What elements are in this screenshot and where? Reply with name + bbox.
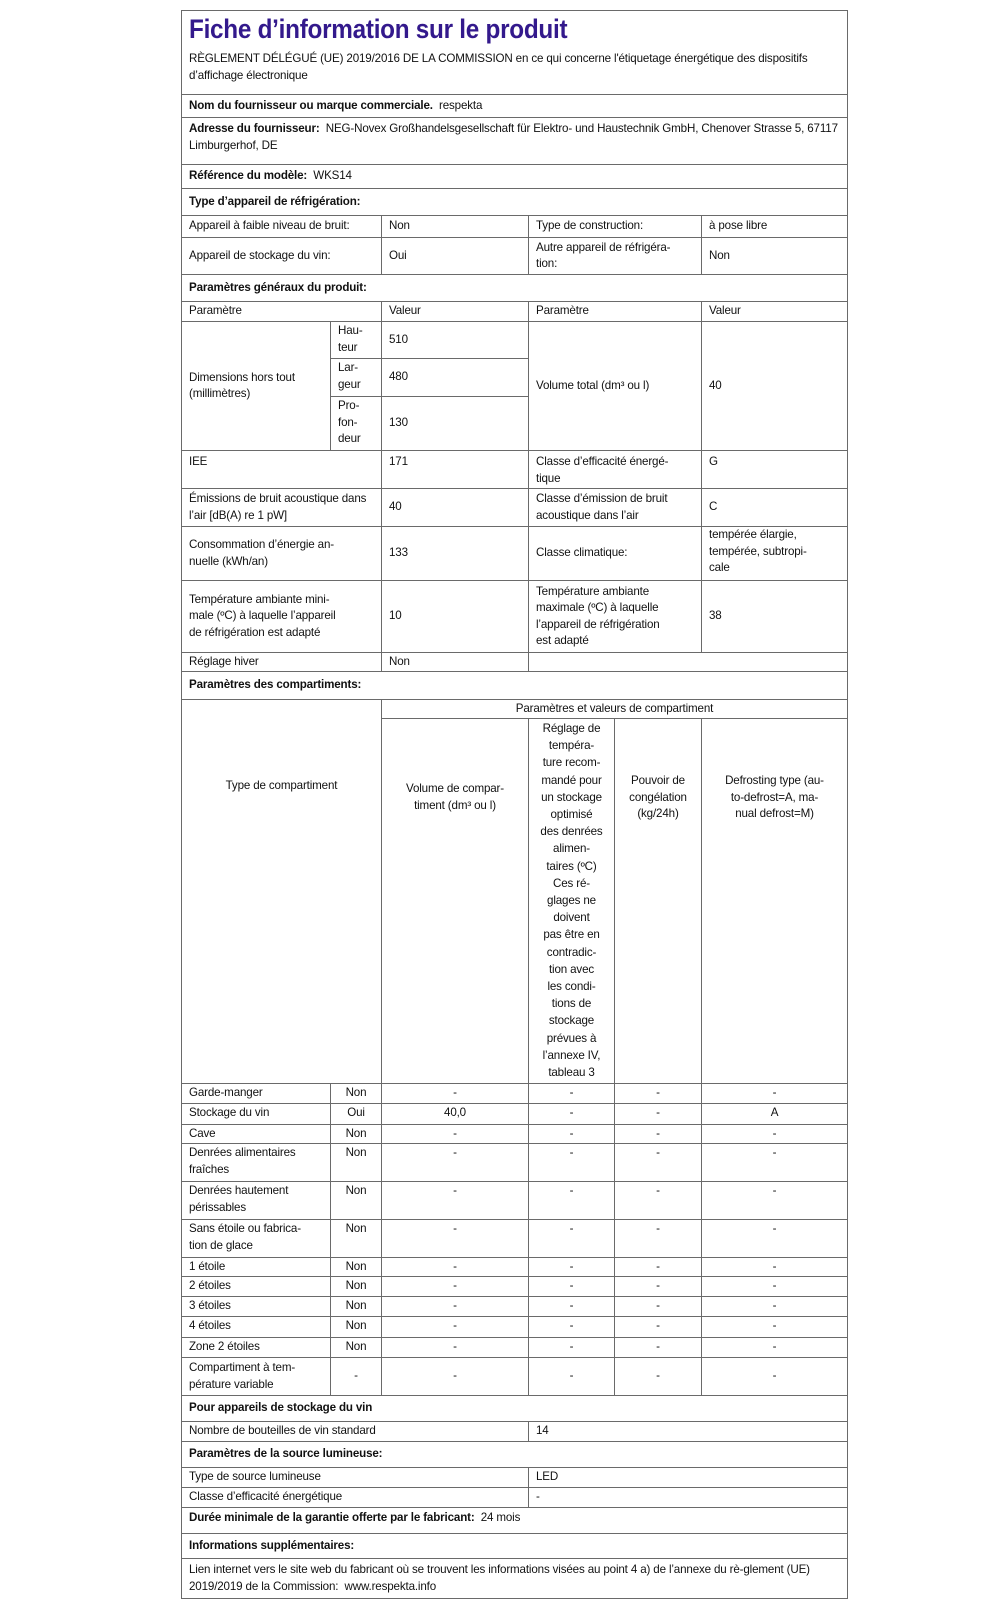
compartment-temperature: - — [528, 1181, 615, 1220]
compartment-volume: - — [381, 1296, 529, 1317]
col-defrosting-type: Defrosting type (au- to-defrost=A, ma- nual defrost=M) — [701, 718, 848, 1084]
compartments-heading: Paramètres des compartiments: — [181, 671, 848, 700]
compartment-temperature: - — [528, 1276, 615, 1297]
manufacturer-link-text: Lien internet vers le site web du fabricant où se trouvent les informations visées au point 4 a) de l’annexe du rè-glement (UE) 2019/2019 de la Commission: — [189, 1563, 810, 1593]
compartment-volume: 40,0 — [381, 1103, 529, 1125]
compartment-temperature: - — [528, 1219, 615, 1258]
max-temp-value: 38 — [701, 580, 848, 653]
compartment-present: Non — [330, 1143, 382, 1182]
compartment-defrost: - — [701, 1357, 848, 1396]
noise-class-label: Classe d’émission de bruit acoustique dans l’air — [528, 488, 702, 527]
min-temp-value: 10 — [381, 580, 529, 653]
other-appliance-label: Autre appareil de réfrigéra- tion: — [528, 237, 702, 275]
compartment-defrost: - — [701, 1296, 848, 1317]
compartment-type: Cave — [181, 1124, 331, 1144]
compartment-present: Non — [330, 1219, 382, 1258]
compartment-freezing: - — [614, 1083, 702, 1104]
compartment-present: - — [330, 1357, 382, 1396]
warranty-row — [181, 1507, 848, 1534]
dimensions-label: Dimensions hors tout (millimètres) — [181, 321, 331, 451]
width-label: Lar- geur — [330, 358, 382, 397]
light-type-value: LED — [528, 1467, 848, 1488]
supplier-address-value: NEG-Novex Großhandelsgesellschaft für Elektro- und Haustechnik GmbH, Chenover Strasse 5, 67117 Limburgerhof, DE — [189, 122, 838, 152]
compartment-volume: - — [381, 1083, 529, 1104]
model-row — [181, 164, 848, 189]
energy-class-value: G — [701, 450, 848, 489]
regulation-text: RÈGLEMENT DÉLÉGUÉ (UE) 2019/2016 DE LA COMMISSION en ce qui concerne l'étiquetage énergétique des dispositifs d’affichage électronique — [189, 52, 808, 82]
bottles-label: Nombre de bouteilles de vin standard — [181, 1421, 529, 1442]
winter-value: Non — [381, 652, 529, 672]
compartment-present: Non — [330, 1337, 382, 1358]
compartment-freezing: - — [614, 1257, 702, 1277]
compartment-freezing: - — [614, 1337, 702, 1358]
warranty-value: 24 mois — [480, 1511, 521, 1524]
compartment-volume: - — [381, 1337, 529, 1358]
compartment-type: Compartiment à tem- pérature variable — [181, 1357, 331, 1396]
warranty-label: Durée minimale de la garantie offerte par le fabricant: — [189, 1511, 475, 1524]
compartment-temperature: - — [528, 1103, 615, 1125]
compartment-volume: - — [381, 1316, 529, 1338]
model-value: WKS14 — [313, 169, 352, 183]
col-header-parameter-2: Paramètre — [528, 301, 702, 322]
compartment-volume: - — [381, 1357, 529, 1396]
compartment-defrost: - — [701, 1143, 848, 1182]
compartment-defrost: - — [701, 1276, 848, 1297]
compartment-temperature: - — [528, 1296, 615, 1317]
other-appliance-value: Non — [701, 237, 848, 275]
compartment-type: Stockage du vin — [181, 1103, 331, 1125]
compartment-type: 2 étoiles — [181, 1276, 331, 1297]
compartment-volume: - — [381, 1276, 529, 1297]
col-compartment-type: Type de compartiment — [181, 699, 382, 1084]
climate-class-label: Classe climatique: — [528, 526, 702, 581]
winter-label: Réglage hiver — [181, 652, 382, 672]
winter-empty — [528, 652, 848, 672]
header-block — [181, 10, 848, 95]
depth-label: Pro- fon- deur — [330, 396, 382, 451]
light-type-label: Type de source lumineuse — [181, 1467, 529, 1488]
compartment-freezing: - — [614, 1103, 702, 1125]
additional-info-row — [181, 1558, 848, 1599]
supplier-name-row — [181, 94, 848, 118]
noise-label: Émissions de bruit acoustique dans l’air [dB(A) re 1 pW] — [181, 488, 382, 527]
compartment-defrost: A — [701, 1103, 848, 1125]
max-temp-label: Température ambiante maximale (ºC) à laquelle l’appareil de réfrigération est adapté — [528, 580, 702, 653]
col-freezing-capacity: Pouvoir de congélation (kg/24h) — [614, 718, 702, 1084]
height-value: 510 — [381, 321, 529, 359]
appliance-type-heading: Type d’appareil de réfrigération: — [181, 188, 848, 216]
col-header-value: Valeur — [381, 301, 529, 322]
depth-value: 130 — [381, 396, 529, 451]
low-noise-label: Appareil à faible niveau de bruit: — [181, 215, 382, 238]
compartment-present: Non — [330, 1316, 382, 1338]
total-volume-label: Volume total (dm³ ou l) — [528, 321, 702, 451]
manufacturer-url[interactable]: www.respekta.info — [344, 1579, 437, 1593]
compartment-freezing: - — [614, 1219, 702, 1258]
compartment-type: 4 étoiles — [181, 1316, 331, 1338]
compartment-present: Non — [330, 1296, 382, 1317]
col-compartment-volume: Volume de compar- timent (dm³ ou l) — [381, 718, 529, 1084]
wine-appliance-label: Appareil de stockage du vin: — [181, 237, 382, 275]
consumption-label: Consommation d’énergie an- nuelle (kWh/an) — [181, 526, 382, 581]
compartment-defrost: - — [701, 1083, 848, 1104]
noise-class-value: C — [701, 488, 848, 527]
compartment-volume: - — [381, 1181, 529, 1220]
total-volume-value: 40 — [701, 321, 848, 451]
light-source-heading: Paramètres de la source lumineuse: — [181, 1441, 848, 1468]
compartment-present: Non — [330, 1083, 382, 1104]
supplier-address-row — [181, 117, 848, 165]
compartment-defrost: - — [701, 1337, 848, 1358]
height-label: Hau- teur — [330, 321, 382, 359]
wine-appliance-value: Oui — [381, 237, 529, 275]
compartment-temperature: - — [528, 1257, 615, 1277]
low-noise-value: Non — [381, 215, 529, 238]
construction-value: à pose libre — [701, 215, 848, 238]
construction-label: Type de construction: — [528, 215, 702, 238]
compartment-defrost: - — [701, 1316, 848, 1338]
general-heading: Paramètres généraux du produit: — [181, 274, 848, 302]
compartment-present: Non — [330, 1124, 382, 1144]
compartment-defrost: - — [701, 1181, 848, 1220]
compartment-freezing: - — [614, 1143, 702, 1182]
compartment-present: Non — [330, 1257, 382, 1277]
bottles-value: 14 — [528, 1421, 848, 1442]
compartment-defrost: - — [701, 1257, 848, 1277]
compartment-temperature: - — [528, 1083, 615, 1104]
compartment-present: Non — [330, 1276, 382, 1297]
compartment-present: Oui — [330, 1103, 382, 1125]
compartment-group-header: Paramètres et valeurs de compartiment — [381, 699, 848, 719]
light-class-value: - — [528, 1487, 848, 1508]
compartment-volume: - — [381, 1219, 529, 1258]
iee-value: 171 — [381, 450, 529, 489]
compartment-type: Denrées hautement périssables — [181, 1181, 331, 1220]
page-title: Fiche d’information sur le produit — [189, 14, 568, 44]
compartment-defrost: - — [701, 1219, 848, 1258]
compartment-temperature: - — [528, 1357, 615, 1396]
compartment-volume: - — [381, 1143, 529, 1182]
compartment-freezing: - — [614, 1296, 702, 1317]
energy-class-label: Classe d’efficacité énergé- tique — [528, 450, 702, 489]
compartment-type: Sans étoile ou fabrica- tion de glace — [181, 1219, 331, 1258]
compartment-type: 1 étoile — [181, 1257, 331, 1277]
compartment-temperature: - — [528, 1316, 615, 1338]
model-label: Référence du modèle: — [189, 169, 308, 183]
climate-class-value: tempérée élargie, tempérée, subtropi- cale — [701, 526, 848, 581]
supplier-address-label: Adresse du fournisseur: — [189, 122, 320, 135]
compartment-temperature: - — [528, 1143, 615, 1182]
compartment-temperature: - — [528, 1337, 615, 1358]
compartment-defrost: - — [701, 1124, 848, 1144]
additional-heading: Informations supplémentaires: — [181, 1533, 848, 1559]
compartment-freezing: - — [614, 1181, 702, 1220]
compartment-present: Non — [330, 1181, 382, 1220]
width-value: 480 — [381, 358, 529, 397]
consumption-value: 133 — [381, 526, 529, 581]
supplier-name-label: Nom du fournisseur ou marque commerciale. — [189, 98, 433, 112]
wine-storage-heading: Pour appareils de stockage du vin — [181, 1395, 848, 1422]
compartment-freezing: - — [614, 1316, 702, 1338]
min-temp-label: Température ambiante mini- male (ºC) à laquelle l’appareil de réfrigération est adapté — [181, 580, 382, 653]
compartment-type: Garde-manger — [181, 1083, 331, 1104]
supplier-name-value: respekta — [438, 98, 483, 112]
light-class-label: Classe d’efficacité énergétique — [181, 1487, 529, 1508]
compartment-volume: - — [381, 1257, 529, 1277]
noise-value: 40 — [381, 488, 529, 527]
compartment-type: 3 étoiles — [181, 1296, 331, 1317]
compartment-type: Denrées alimentaires fraîches — [181, 1143, 331, 1182]
compartment-freezing: - — [614, 1124, 702, 1144]
compartment-freezing: - — [614, 1357, 702, 1396]
col-recommended-temperature: Réglage de tempéra- ture recom- mandé pour un stockage optimisé des denrées alimen- taires (ºC) Ces ré- glages ne doivent pas être en contradic- tion avec les condi- tions de stockage prévues à l’annexe IV, tableau 3 — [528, 718, 615, 1084]
col-header-value-2: Valeur — [701, 301, 848, 322]
iee-label: IEE — [181, 450, 382, 489]
col-header-parameter: Paramètre — [181, 301, 382, 322]
compartment-temperature: - — [528, 1124, 615, 1144]
compartment-freezing: - — [614, 1276, 702, 1297]
compartment-volume: - — [381, 1124, 529, 1144]
compartment-type: Zone 2 étoiles — [181, 1337, 331, 1358]
